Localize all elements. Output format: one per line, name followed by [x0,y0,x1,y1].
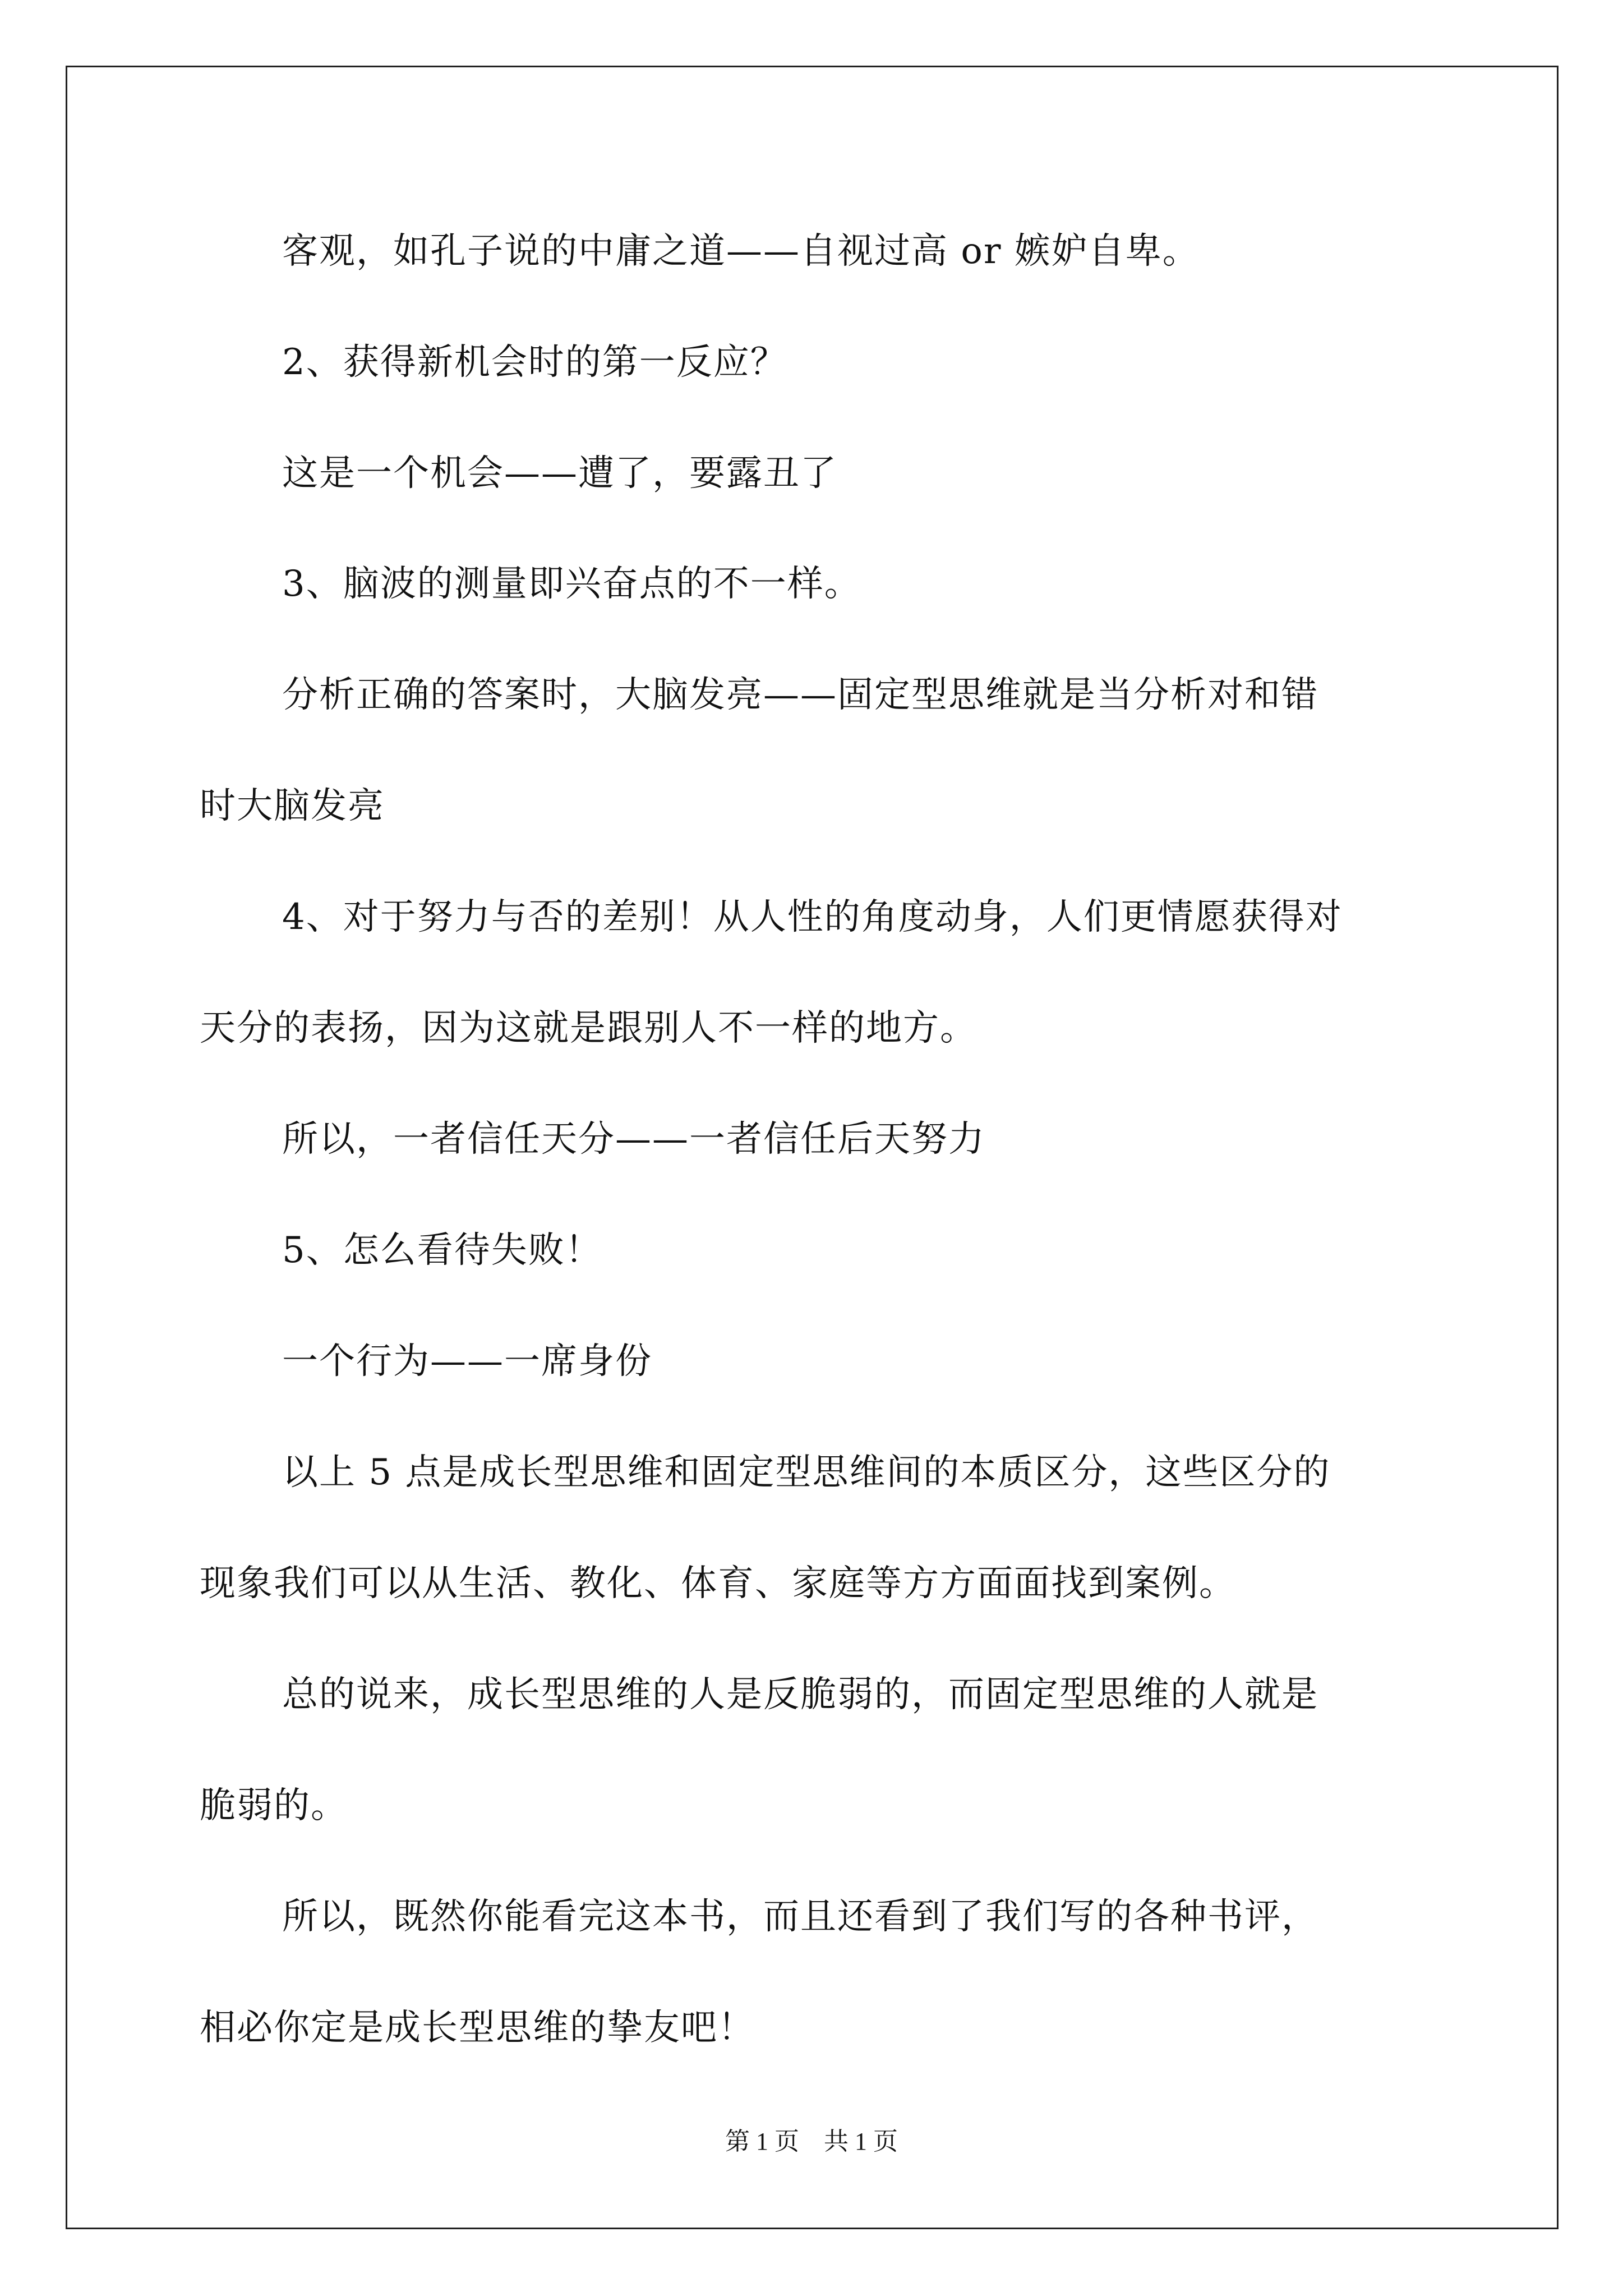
page-total-label: 共 1 页 [824,2128,898,2155]
paragraph-line: 时大脑发亮 [200,785,385,827]
paragraph-line: 所以，既然你能看完这本书，而且还看到了我们写的各种书评， [282,1896,1318,1938]
paragraph-line: 客观，如孔子说的中庸之道——自视过高 or 嫉妒自卑。 [282,231,1200,272]
paragraph-line: 分析正确的答案时，大脑发亮——固定型思维就是当分析对和错 [282,674,1318,716]
paragraph-line: 天分的表扬，因为这就是跟别人不一样的地方。 [200,1007,977,1049]
paragraph-line: 以上 5 点是成长型思维和固定型思维间的本质区分，这些区分的 [282,1452,1331,1493]
paragraph-line: 2、获得新机会时的第一反应？ [282,342,787,383]
page-number-label: 第 1 页 [725,2128,799,2155]
paragraph-line: 5、怎么看待失败！ [282,1230,602,1271]
paragraph-line: 相必你定是成长型思维的挚友吧！ [200,2007,755,2049]
paragraph-line: 这是一个机会——遭了，要露丑了 [282,453,837,494]
paragraph-line: 脆弱的。 [200,1785,348,1826]
paragraph-line: 3、脑波的测量即兴奋点的不一样。 [282,563,861,605]
paragraph-line: 总的说来，成长型思维的人是反脆弱的，而固定型思维的人就是 [282,1674,1318,1715]
paragraph-line: 4、对于努力与否的差别！从人性的角度动身，人们更情愿获得对 [282,896,1343,938]
page-footer [0,2129,1623,2154]
paragraph-line: 现象我们可以从生活、教化、体育、家庭等方方面面找到案例。 [200,1563,1236,1604]
paragraph-line: 所以，一者信任天分——一者信任后天努力 [282,1119,985,1160]
paragraph-line: 一个行为——一席身份 [282,1341,652,1382]
